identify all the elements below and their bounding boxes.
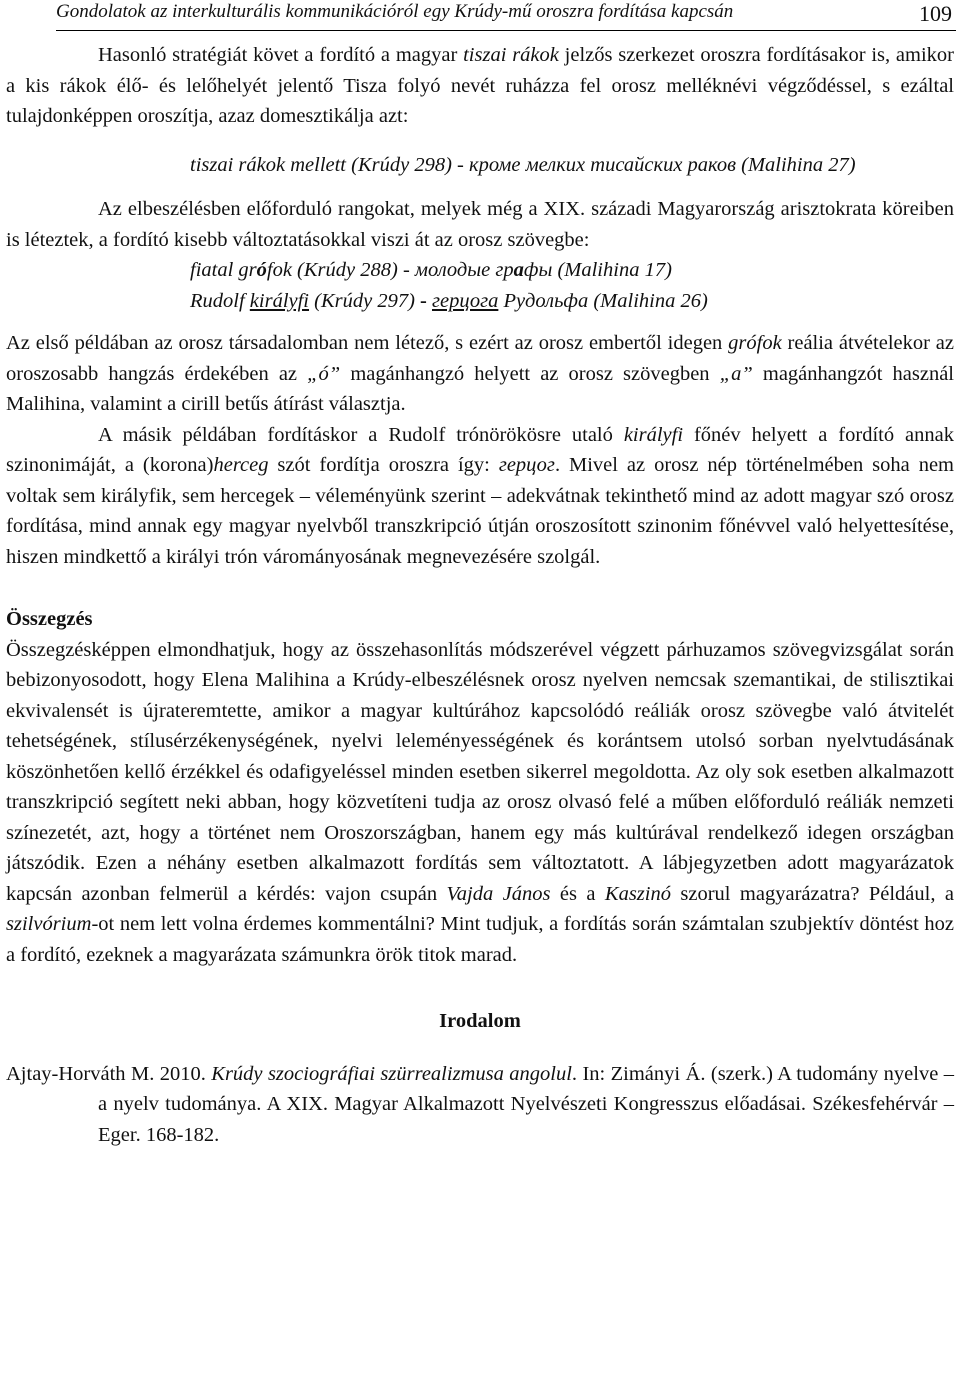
references-heading: Irodalom	[439, 1010, 521, 1032]
reference-entry: Ajtay-Horváth M. 2010. Krúdy szociográfiai szürrealizmusa angolul. In: Zimányi Á. (szerk.) A tudomány nyelve – a nyelv tudománya. A XIX. Magyar Alkalmazott Nyelvészeti Kongresszus előadásai. Székesfehérvár – Eger. 168-182.	[6, 1062, 954, 1146]
paragraph-second-example: A másik példában fordításkor a Rudolf trónörökösre utaló királyfi főnév helyett a fordító annak szinonimáját, a (korona)herceg szót fordítja oroszra így: герцог. Mivel az orosz nép történelmében soha nem voltak sem királyfik, sem hercegek – véleményünk szerint – adekvátnak tekinthető mind az adott magyar szó orosz fordítása, mind annak egy magyar nyelvből transzkripció útján oroszosított szinonim főnévvel való helyettesítése, hiszen mindkettő a királyi trón várományosának megnevezésére szolgál.	[6, 423, 955, 568]
example-quote-prince: Rudolf királyfi (Krúdy 297) - герцога Рудольфа (Malihina 26)	[190, 289, 708, 312]
paragraph-ranks: Az elbeszélésben előforduló rangokat, melyek még a XIX. századi Magyarország arisztokrata köreiben is léteztek, a fordító kisebb változtatásokkal viszi át az orosz szövegbe:	[6, 198, 954, 251]
body-text	[6, 40, 954, 1150]
summary-heading: Összegzés	[6, 608, 93, 630]
page-number: 109	[919, 1, 952, 26]
running-header	[56, 0, 956, 31]
example-quote-crayfish: tiszai rákok mellett (Krúdy 298) - кроме мелких тисайских раков (Malihina 27)	[190, 153, 856, 176]
paragraph-first-example: Az első példában az orosz társadalomban nem létező, s ezért az orosz embertől idegen grófok reália átvételekor az oroszosabb hangzás érdekében az „ó” magánhangzó helyett az orosz szövegben „a” magánhangzót használ Malihina, valamint a cirill betűs átírást választja.	[6, 332, 954, 415]
example-quote-count: fiatal grófok (Krúdy 288) - молодые графы (Malihina 17)	[190, 259, 672, 281]
paragraph-translation-strategy: Hasonló stratégiát követ a fordító a magyar tiszai rákok jelzős szerkezet oroszra fordításakor is, amikor a kis rákok élő- és lelőhelyét jelentő Tisza folyó nevét ruházza fel orosz melléknévi végződéssel, s ezáltal tulajdonképpen oroszítja, azaz domesztikálja azt:	[6, 44, 954, 127]
summary-paragraph: Összegzésképpen elmondhatjuk, hogy az összehasonlítás módszerével végzett párhuzamos szövegvizsgálat során bebizonyosodott, hogy Elena Malihina a Krúdy-elbeszélésnek orosz nyelven nemcsak szemantikai, de stilisztikai ekvivalensét is újrateremtette, amikor a magyar kultúrához kapcsolódó reáliák orosz szövegbe való átvitelét tehetségének, stílusérzékenységének, nyelvi leleményességének és korántsem utolsó sorban nyelvtudásának köszönhetően kellő érzékkel és odafigyeléssel minden esetben sikerrel megoldotta. Az oly sok esetben alkalmazott transzkripció segített neki abban, hogy közvetíteni tudja az orosz olvasó felé a műben előforduló reáliák nemzeti színezetét, azt, hogy a történet nem Oroszországban, hanem egy más kultúrával rendelkező idegen országban játszódik. Ezen a néhány esetben alkalmazott fordítás sem változtatott. A lábjegyzetben adott magyarázatok kapcsán azonban felmerül a kérdés: vajon csupán Vajda János és a Kaszinó szorul magyarázatra? Például, a szilvórium-ot nem lett volna érdemes kommentálni? Mint tudjuk, a fordítás során számtalan szubjektív döntést hoz a fordító, ezeknek a magyarázata számunkra örök titok marad.	[6, 638, 954, 966]
running-header-title: Gondolatok az interkulturális kommunikációról egy Krúdy-mű oroszra fordítása kapcsán	[56, 1, 734, 22]
